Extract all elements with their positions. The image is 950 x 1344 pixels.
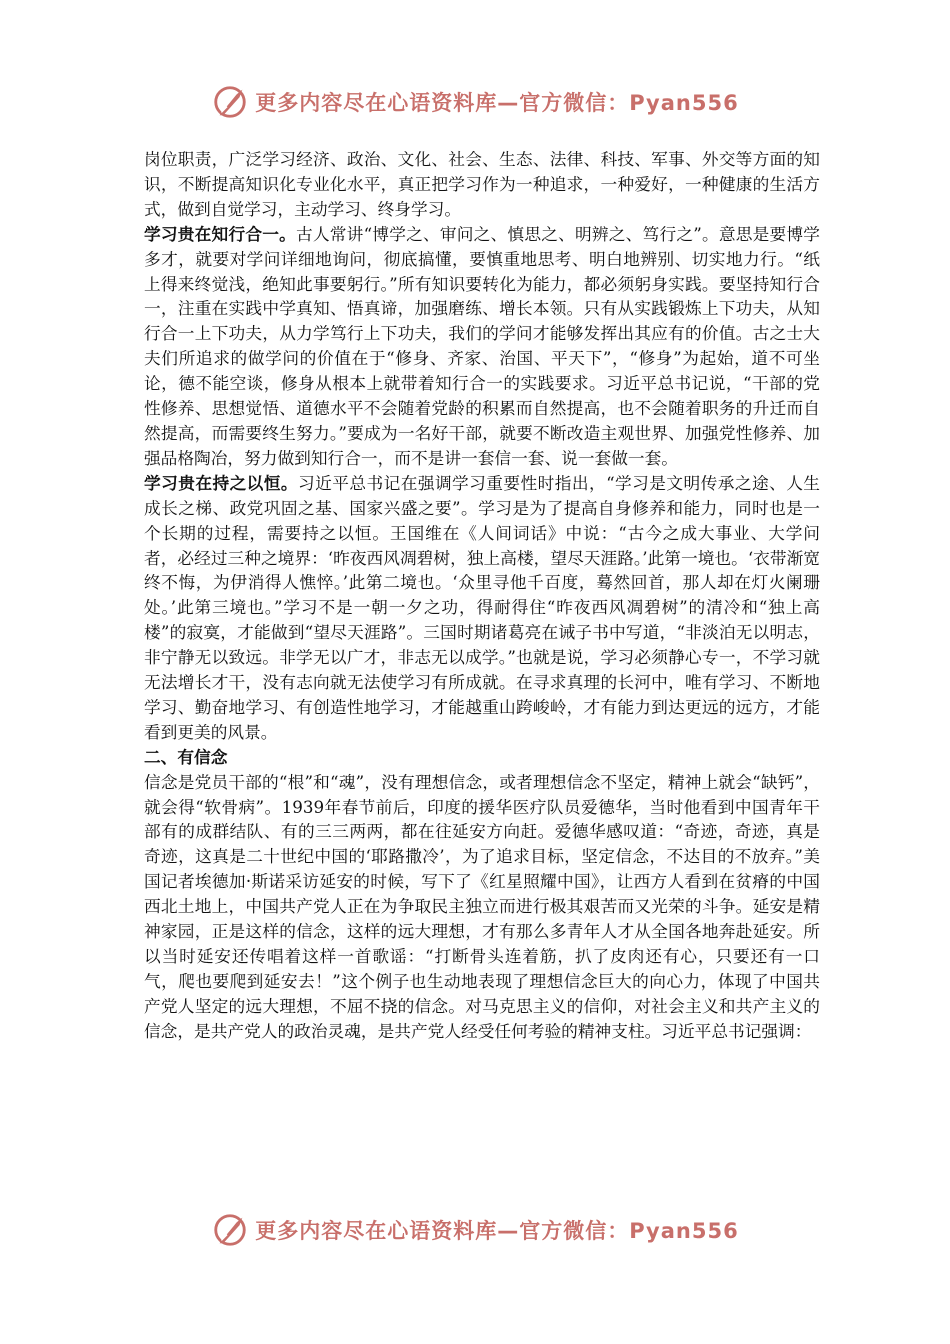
- paragraph-study-scope: [144, 147, 820, 222]
- quill-pen-logo-icon: [211, 1211, 249, 1249]
- quill-pen-logo-icon: [211, 83, 249, 121]
- footer-banner-text: 更多内容尽在心语资料库—官方微信：Pyan556: [255, 1219, 739, 1243]
- paragraph-text: 岗位职责，广泛学习经济、政治、文化、社会、生态、法律、科技、军事、外交等方面的知识，不断提高知识化专业化水平，真正把学习作为一种追求，一种爱好，一种健康的生活方式，做到自觉学习，主动学习、终身学习。: [144, 149, 820, 219]
- header-banner-content: [211, 83, 738, 121]
- paragraph-text: 古人常讲“博学之、审问之、慎思之、明辨之、笃行之”。意思是要博学多才，就要对学问详细地询问，彻底搞懂，要慎重地思考、明白地辨别、切实地力行。“纸上得来终觉浅，绝知此事要躬行。”所有知识要转化为能力，都必须躬身实践。要坚持知行合一，注重在实践中学真知、悟真谛，加强磨练、增长本领。只有从实践锻炼上下功夫，从知行合一上下功夫，从力学笃行上下功夫，我们的学问才能够发挥出其应有的价值。古之士大夫们所追求的做学问的价值在于“修身、齐家、治国、平天下”，“修身”为起始，道不可坐论，德不能空谈，修身从根本上就带着知行合一的实践要求。习近平总书记说，“干部的党性修养、思想觉悟、道德水平不会随着党龄的积累而自然提高，也不会随着职务的升迁而自然提高，而需要终生努力。”要成为一名好干部，就要不断改造主观世界、加强党性修养、加强品格陶冶，努力做到知行合一，而不是讲一套信一套、说一套做一套。: [144, 223, 820, 468]
- section-heading: 二、有信念: [144, 746, 228, 767]
- footer-banner-content: [211, 1211, 738, 1249]
- paragraph-faith: 信念是党员干部的“根”和“魂”，没有理想信念，或者理想信念不坚定，精神上就会“缺钙”，就会得“软骨病”。1939年春节前后，印度的援华医疗队员爱德华，当时他看到中国青年干部有的成群结队、有的三三两两，都在往延安方向赶。爱德华感叹道：“奇迹，奇迹，真是奇迹，这真是二十世纪中国的‘耶路撒冷’，为了追求目标，坚定信念，不达目的不放弃。”美国记者埃德加·斯诺采访延安的时候，写下了《红星照耀中国》，让西方人看到在贫瘠的中国西北土地上，中国共产党人正在为争取民主独立而进行极其艰苦而又光荣的斗争。延安是精神家园，正是这样的信念，这样的远大理想，才有那么多青年人才从全国各地奔赴延安。所以当时延安还传唱着这样一首歌谣：“打断骨头连着筋，扒了皮肉还有心，只要还有一口气，爬也要爬到延安去！”这个例子也生动地表现了理想信念巨大的向心力，体现了中国共产党人坚定的远大理想，不屈不挠的信念。对马克思主义的信仰，对社会主义和共产主义的信念，是共产党人的政治灵魂，是共产党人经受任何考验的精神支柱。习近平总书记强调：: [144, 771, 820, 1041]
- paragraph-knowledge-action: [144, 222, 820, 471]
- paragraph-perseverance: [144, 471, 820, 745]
- footer-banner: [0, 1208, 950, 1252]
- paragraph-text: 习近平总书记在强调学习重要性时指出，“学习是文明传承之途、人生成长之梯、政党巩固之基、国家兴盛之要”。学习是为了提高自身修养和能力，同时也是一个长期的过程，需要持之以恒。王国维在《人间词话》中说：“古今之成大事业、大学问者，必经过三种之境界：‘昨夜西风凋碧树，独上高楼，望尽天涯路。’此第一境也。‘衣带渐宽终不悔，为伊消得人憔悴。’此第二境也。‘众里寻他千百度，蓦然回首，那人却在灯火阑珊处。’此第三境也。”学习不是一朝一夕之功，得耐得住“昨夜西风凋碧树”的清冷和“独上高楼”的寂寞，才能做到“望尽天涯路”。三国时期诸葛亮在诫子书中写道，“非淡泊无以明志，非宁静无以致远。非学无以广才，非志无以成学。”也就是说，学习必须静心专一，不学习就无法增长才干，没有志向就无法使学习有所成就。在寻求真理的长河中，唯有学习、不断地学习、勤奋地学习、有创造性地学习，才能越重山跨峻岭，才有能力到达更远的远方，才能看到更美的风景。: [144, 472, 820, 742]
- header-banner-text: 更多内容尽在心语资料库—官方微信：Pyan556: [255, 91, 739, 115]
- paragraph-lead: 学习贵在持之以恒。: [144, 472, 299, 493]
- paragraph-lead: 学习贵在知行合一。: [144, 223, 297, 244]
- document-body: [144, 147, 820, 1044]
- header-banner: [0, 80, 950, 124]
